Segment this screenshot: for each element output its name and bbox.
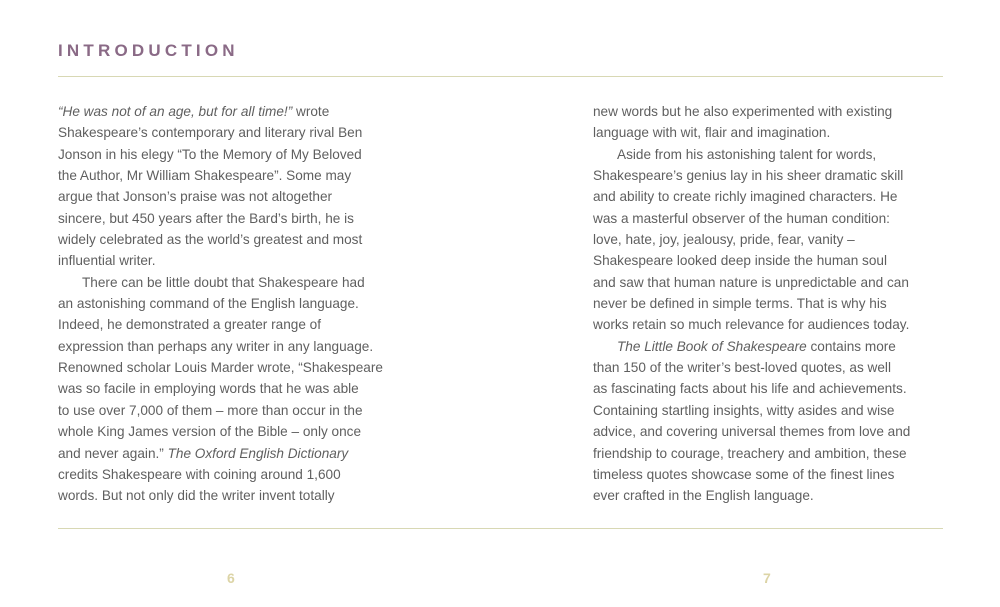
italic-text-run: The Little Book of Shakespeare — [617, 338, 807, 354]
text-run: Shakespeare looked deep inside the human soul — [593, 253, 887, 269]
text-line — [593, 122, 943, 143]
text-run: ever crafted in the English language. — [593, 488, 814, 504]
text-run: to use over 7,000 of them – more than occur in the — [58, 402, 363, 418]
text-run: never be defined in simple terms. That is why his — [593, 296, 887, 312]
text-run: language with wit, flair and imagination. — [593, 125, 831, 141]
text-line — [58, 208, 410, 229]
text-line — [58, 250, 410, 271]
text-run: and saw that human nature is unpredictable and can — [593, 274, 909, 290]
text-line — [58, 101, 410, 122]
text-line — [58, 421, 410, 442]
text-line — [593, 272, 943, 293]
text-run: was a masterful observer of the human condition: — [593, 210, 890, 226]
text-line — [58, 485, 410, 506]
text-run: expression than perhaps any writer in any language. — [58, 338, 374, 354]
text-run: friendship to courage, treachery and ambition, these — [593, 445, 907, 461]
text-line — [593, 421, 943, 442]
chapter-heading: INTRODUCTION — [58, 41, 239, 60]
text-line — [593, 400, 943, 421]
text-line — [58, 336, 410, 357]
text-line — [58, 144, 410, 165]
text-line — [593, 208, 943, 229]
right-column — [593, 101, 943, 507]
text-run: credits Shakespeare with coining around 1,600 — [58, 466, 341, 482]
text-run: whole King James version of the Bible – only once — [58, 424, 362, 440]
text-line — [593, 293, 943, 314]
text-line — [58, 464, 410, 485]
text-line — [593, 186, 943, 207]
text-run: and ability to create richly imagined characters. He — [593, 189, 898, 205]
text-run: love, hate, joy, jealousy, pride, fear, vanity – — [593, 232, 855, 248]
text-run: widely celebrated as the world’s greatest and most — [58, 232, 363, 248]
text-run: Containing startling insights, witty asides and wise — [593, 402, 895, 418]
text-line — [593, 443, 943, 464]
text-line — [58, 443, 410, 464]
text-line — [58, 186, 410, 207]
text-run: than 150 of the writer’s best-loved quotes, as well — [593, 360, 891, 376]
text-run: was so facile in employing words that he was able — [58, 381, 359, 397]
text-run: works retain so much relevance for audiences today. — [593, 317, 910, 333]
text-run: Indeed, he demonstrated a greater range of — [58, 317, 321, 333]
text-line — [593, 101, 943, 122]
page-number-right: 7 — [763, 570, 771, 586]
text-line — [593, 464, 943, 485]
text-line — [58, 122, 410, 143]
text-run: contains more — [806, 338, 896, 354]
text-run: Jonson in his elegy “To the Memory of My Beloved — [58, 146, 362, 162]
text-line — [593, 250, 943, 271]
text-line — [593, 144, 943, 165]
text-run: Aside from his astonishing talent for words, — [617, 146, 877, 162]
text-run: argue that Jonson’s praise was not altogether — [58, 189, 333, 205]
text-line — [58, 357, 410, 378]
text-line — [58, 165, 410, 186]
left-column — [58, 101, 410, 507]
text-line — [58, 378, 410, 399]
text-run: new words but he also experimented with existing — [593, 104, 893, 119]
text-run: Shakespeare’s contemporary and literary rival Ben — [58, 125, 363, 141]
text-run: words. But not only did the writer invent totally — [58, 488, 335, 504]
text-run: the Author, Mr William Shakespeare”. Some may — [58, 168, 352, 184]
italic-text-run: The Oxford English Dictionary — [167, 445, 349, 461]
text-run: as fascinating facts about his life and achievements. — [593, 381, 907, 397]
text-line — [593, 165, 943, 186]
text-line — [58, 272, 410, 293]
text-line — [593, 357, 943, 378]
text-run: Renowned scholar Louis Marder wrote, “Shakespeare — [58, 360, 383, 376]
text-run: advice, and covering universal themes from love and — [593, 424, 911, 440]
text-run: influential writer. — [58, 253, 156, 269]
text-run: There can be little doubt that Shakespeare had — [82, 274, 365, 290]
text-line — [593, 485, 943, 506]
text-line — [58, 229, 410, 250]
text-run: sincere, but 450 years after the Bard’s birth, he is — [58, 210, 354, 226]
text-line — [593, 378, 943, 399]
text-run: an astonishing command of the English language. — [58, 296, 359, 312]
bottom-divider — [58, 528, 943, 529]
text-line — [593, 314, 943, 335]
top-divider — [58, 76, 943, 77]
text-run: Shakespeare’s genius lay in his sheer dramatic skill — [593, 168, 904, 184]
text-line — [593, 336, 943, 357]
text-line — [58, 314, 410, 335]
text-run: timeless quotes showcase some of the finest lines — [593, 466, 895, 482]
text-run: and never again.” — [58, 445, 168, 461]
italic-text-run: “He was not of an age, but for all time!” — [58, 104, 293, 119]
page-number-left: 6 — [227, 570, 235, 586]
text-run: wrote — [292, 104, 330, 119]
text-line — [58, 293, 410, 314]
text-line — [58, 400, 410, 421]
text-line — [593, 229, 943, 250]
